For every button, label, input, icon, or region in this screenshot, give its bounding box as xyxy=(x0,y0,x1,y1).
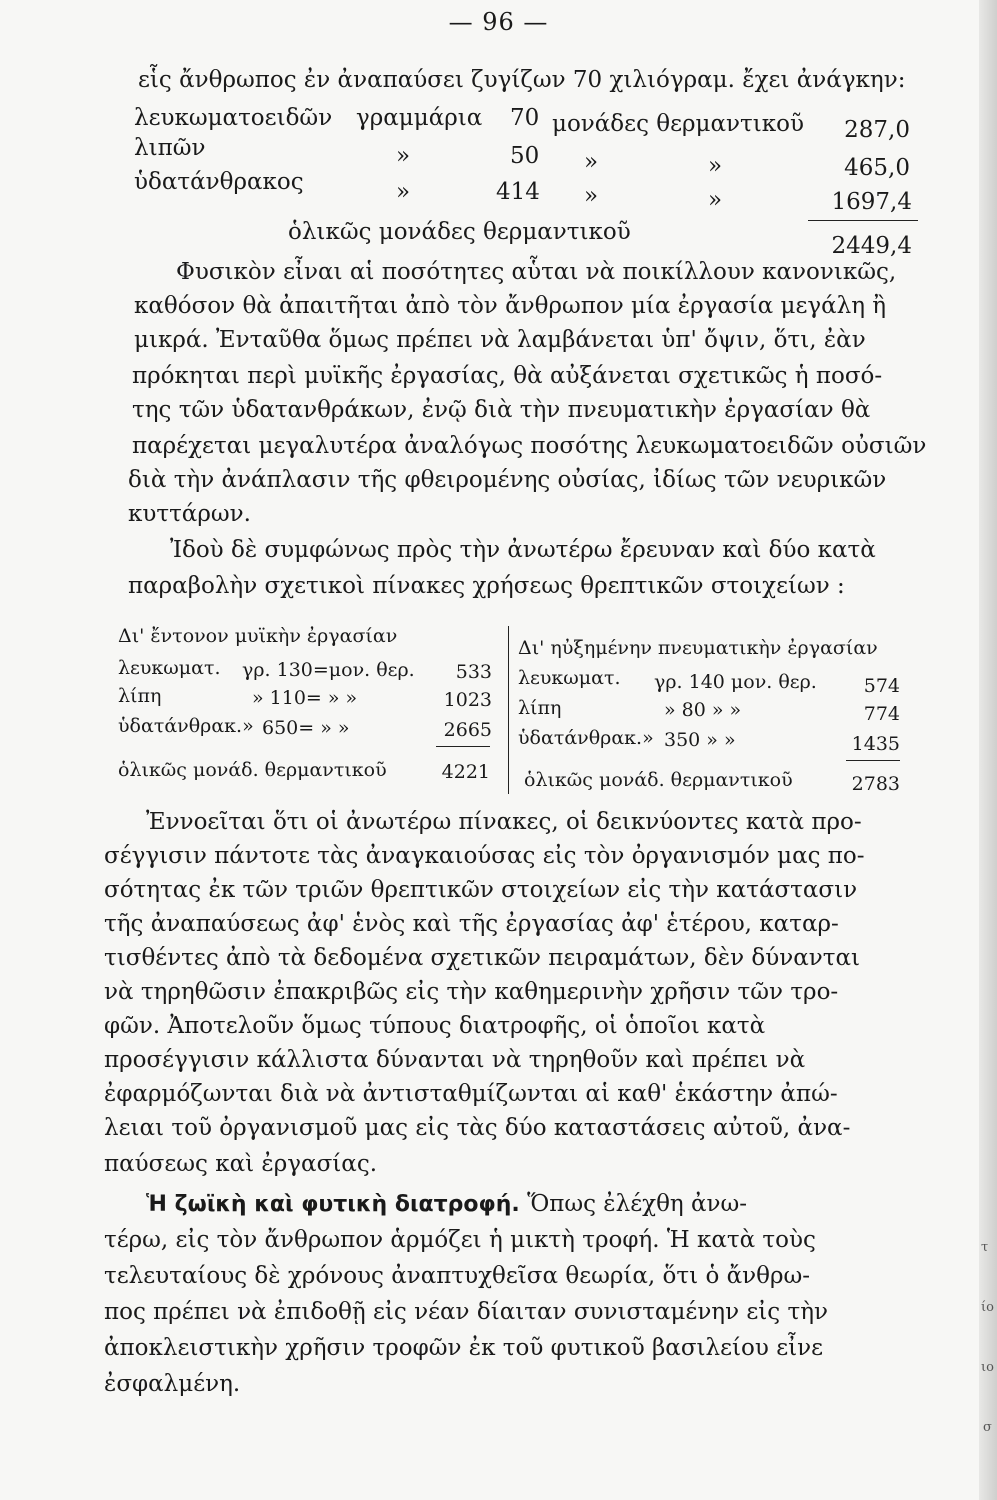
needs-total-value: 2449,4 xyxy=(831,233,912,259)
needs-qty: 50 xyxy=(510,143,540,169)
needs-desc: » xyxy=(584,183,599,209)
table-value: 574 xyxy=(863,675,900,697)
text-line: πρόκηται περὶ μυϊκῆς ἐργασίας, θὰ αὐξάνεται σχετικῶς ἡ ποσό- xyxy=(132,363,883,389)
margin-mark: ιο xyxy=(981,1360,994,1375)
text-line: Ἰδοὺ δὲ συμφώνως πρὸς τὴν ἀνωτέρω ἔρευναν καὶ δύο κατὰ xyxy=(170,537,876,563)
text-line: παύσεως καὶ ἐργασίας. xyxy=(104,1151,378,1177)
intro-line: εἷς ἄνθρωπος ἐν ἀναπαύσει ζυγίζων 70 χιλιόγραμ. ἔχει ἀνάγκην: xyxy=(138,67,906,93)
page-number: — 96 — xyxy=(448,8,549,36)
table-total-label: ὁλικῶς μονάδ. θερμαντικοῦ xyxy=(118,759,387,781)
text-line: της τῶν ὑδατανθράκων, ἐνῷ διὰ τὴν πνευματικὴν ἐργασίαν θὰ xyxy=(132,397,871,423)
text-line: λειαι τοῦ ὀργανισμοῦ μας εἰς τὰς δύο καταστάσεις αὐτοῦ, ἀνα- xyxy=(104,1115,851,1141)
needs-desc: » xyxy=(708,153,723,179)
sum-rule xyxy=(808,220,918,221)
text-line: διὰ τὴν ἀνάπλασιν τῆς φθειρομένης οὐσίας, ἰδίως τῶν νευρικῶν xyxy=(128,467,887,493)
table-mid: » 80 » » xyxy=(664,699,742,721)
section-heading: Ἡ ζωϊκὴ καὶ φυτικὴ διατροφή. xyxy=(146,1192,520,1217)
needs-label: ὑδατάνθρακος xyxy=(134,169,304,195)
needs-unit: » xyxy=(396,143,411,169)
margin-mark: τ xyxy=(981,1240,989,1255)
text-line: τῆς ἀναπαύσεως ἀφ' ἑνὸς καὶ τῆς ἐργασίας ἀφ' ἑτέρου, καταρ- xyxy=(104,911,839,937)
text-line: Ὅπως ἐλέχθη ἀνω- xyxy=(527,1191,748,1217)
table-mid: γρ. 140 μον. θερ. xyxy=(654,671,817,693)
needs-unit: » xyxy=(396,179,411,205)
needs-label: λευκωματοειδῶν xyxy=(134,105,333,131)
table-total-value: 2783 xyxy=(851,773,900,795)
needs-label: λιπῶν xyxy=(134,135,206,161)
page-edge xyxy=(979,0,997,1500)
sum-rule xyxy=(846,760,900,761)
text-line: ἐφαρμόζωνται διὰ νὰ ἀντισταθμίζωνται αἱ καθ' ἑκάστην ἀπώ- xyxy=(104,1081,838,1107)
text-line: νὰ τηρηθῶσιν ἐπακριβῶς εἰς τὴν καθημερινὴν χρῆσιν τῶν τρο- xyxy=(104,979,839,1005)
table-label: λίπη xyxy=(118,685,162,707)
text-line: παραβολὴν σχετικοὶ πίνακες χρήσεως θρεπτικῶν στοιχείων : xyxy=(128,573,845,599)
margin-mark: σ xyxy=(983,1420,992,1435)
text-line: φῶν. Ἀποτελοῦν ὅμως τύπους διατροφῆς, οἱ ὁποῖοι κατὰ xyxy=(104,1013,766,1039)
text-line: σέγγισιν πάντοτε τὰς ἀναγκαιούσας εἰς τὸν ὀργανισμόν μας πο- xyxy=(104,843,865,869)
text-line: τέρω, εἰς τὸν ἄνθρωπον ἁρμόζει ἡ μικτὴ τροφή. Ἡ κατὰ τοὺς xyxy=(104,1227,816,1253)
sum-rule xyxy=(436,746,490,747)
text-line: καθόσον θὰ ἀπαιτῆται ἀπὸ τὸν ἄνθρωπον μία ἐργασία μεγάλη ἢ xyxy=(134,293,887,319)
needs-value: 1697,4 xyxy=(831,189,912,215)
text-line: πος πρέπει νὰ ἐπιδοθῇ εἰς νέαν δίαιταν συνισταμένην εἰς τὴν xyxy=(104,1299,828,1325)
table-divider xyxy=(508,626,509,794)
text-line: προσέγγισιν κάλλιστα δύνανται νὰ τηρηθοῦν καὶ πρέπει νὰ xyxy=(104,1047,806,1073)
needs-desc: » xyxy=(584,149,599,175)
margin-mark: ίο xyxy=(981,1300,994,1315)
text-line: κυττάρων. xyxy=(128,501,251,527)
table-total-label: ὁλικῶς μονάδ. θερμαντικοῦ xyxy=(524,769,793,791)
table-value: 1435 xyxy=(851,733,900,755)
table-label: λίπη xyxy=(518,697,562,719)
text-line: ἐσφαλμένη. xyxy=(104,1371,241,1397)
needs-value: 465,0 xyxy=(844,155,910,181)
text-line: παρέχεται μεγαλυτέρα ἀναλόγως ποσότης λευκωματοειδῶν οὐσιῶν xyxy=(132,433,927,459)
needs-desc: μονάδες θερμαντικοῦ xyxy=(552,111,804,137)
needs-unit: γραμμάρια xyxy=(356,105,483,131)
table-label: λευκωματ. xyxy=(518,667,621,689)
table-heading: Δι' ηὐξημένην πνευματικὴν ἐργασίαν xyxy=(518,637,878,659)
table-mid: 350 » » xyxy=(664,729,736,751)
table-label: λευκωματ. xyxy=(118,657,221,679)
text-line: σότητας ἐκ τῶν τριῶν θρεπτικῶν στοιχείων εἰς τὴν κατάστασιν xyxy=(104,877,858,903)
text-line: τισθέντες ἀπὸ τὰ δεδομένα σχετικῶν πειραμάτων, δὲν δύνανται xyxy=(104,945,861,971)
needs-value: 287,0 xyxy=(844,117,910,143)
table-mid: » 110= » » xyxy=(252,687,358,709)
text-line: Ἐννοεῖται ὅτι οἱ ἀνωτέρω πίνακες, οἱ δεικνύοντες κατὰ προ- xyxy=(146,809,862,835)
needs-qty: 414 xyxy=(496,179,540,205)
table-total-value: 4221 xyxy=(441,761,490,783)
text-line: τελευταίους δὲ χρόνους ἀναπτυχθεῖσα θεωρία, ὅτι ὁ ἄνθρω- xyxy=(104,1263,811,1289)
needs-total-label: ὁλικῶς μονάδες θερμαντικοῦ xyxy=(288,219,631,245)
table-value: 2665 xyxy=(443,719,492,741)
table-heading: Δι' ἔντονον μυϊκὴν ἐργασίαν xyxy=(118,625,398,647)
table-value: 533 xyxy=(455,661,492,683)
table-value: 774 xyxy=(863,703,900,725)
table-mid: 650= » » xyxy=(262,717,350,739)
text-line: ἀποκλειστικὴν χρῆσιν τροφῶν ἐκ τοῦ φυτικοῦ βασιλείου εἶνε xyxy=(104,1335,824,1361)
table-label: ὑδατάνθρακ.» xyxy=(118,715,254,737)
needs-desc: » xyxy=(708,187,723,213)
table-mid: γρ. 130=μον. θερ. xyxy=(242,659,415,681)
text-line: Φυσικὸν εἶναι αἱ ποσότητες αὗται νὰ ποικίλλουν κανονικῶς, xyxy=(176,259,897,285)
table-value: 1023 xyxy=(443,689,492,711)
text-line: μικρά. Ἐνταῦθα ὅμως πρέπει νὰ λαμβάνεται ὑπ' ὄψιν, ὅτι, ἐὰν xyxy=(134,327,866,353)
needs-qty: 70 xyxy=(510,105,540,131)
table-label: ὑδατάνθρακ.» xyxy=(518,727,654,749)
